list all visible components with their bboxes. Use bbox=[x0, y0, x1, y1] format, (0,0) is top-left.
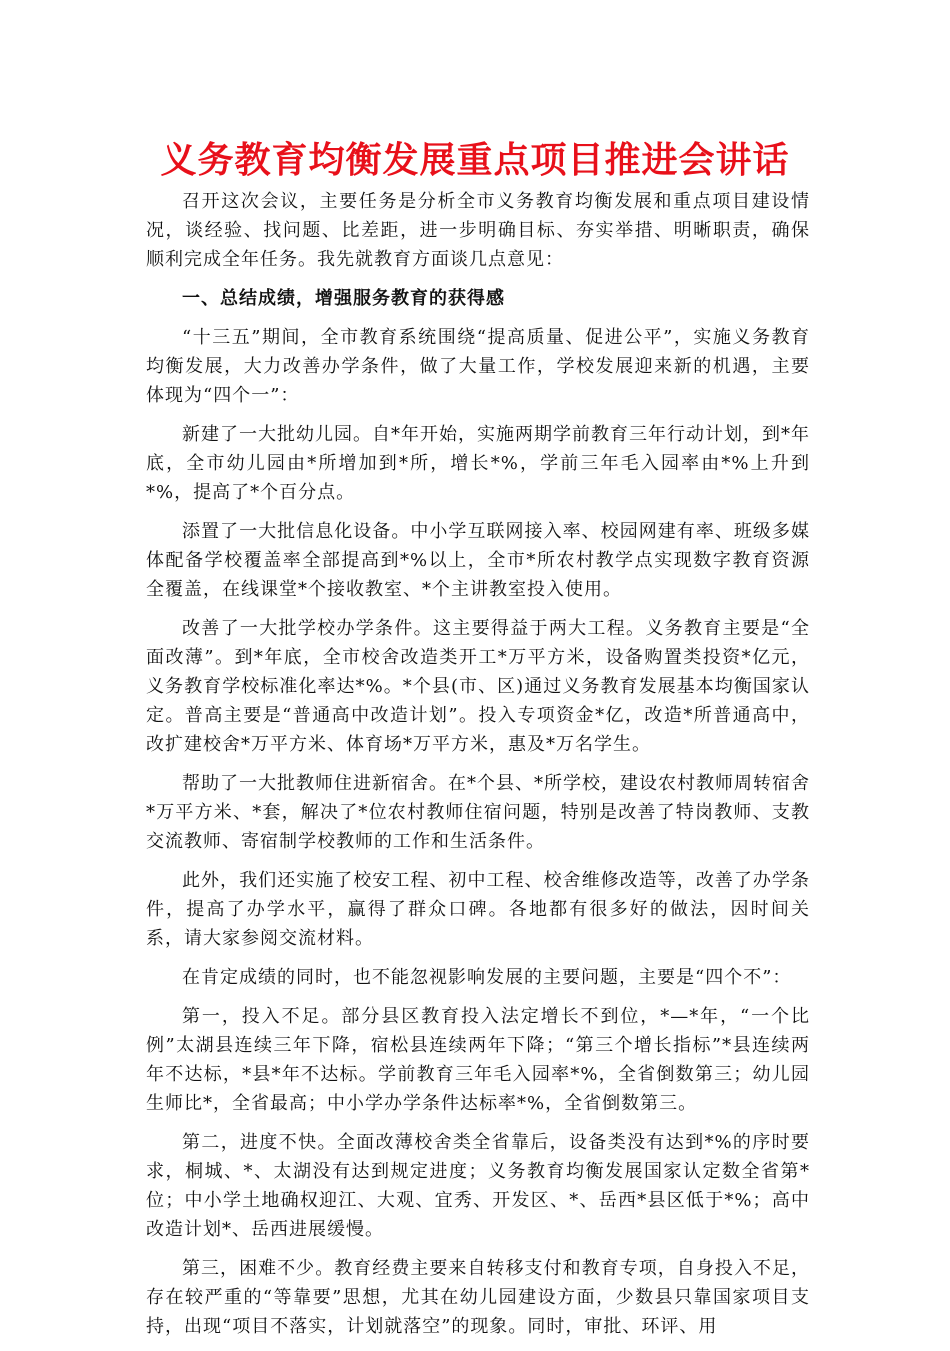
paragraph: 此外，我们还实施了校安工程、初中工程、校舍维修改造等，改善了办学条件，提高了办学水平，赢得了群众口碑。各地都有很多好的做法，因时间关系，请大家参阅交流材料。 bbox=[146, 870, 810, 949]
paragraph: 改善了一大批学校办学条件。这主要得益于两大工程。义务教育主要是“全面改薄”。到*年底，全市校舍改造类开工*万平方米，设备购置类投资*亿元，义务教育学校标准化率达*%。*个县(市、区)通过义务教育发展基本均衡国家认定。普高主要是“普通高中改造计划”。投入专项资金*亿，改造*所普通高中，改扩建校舍*万平方米、体育场*万平方米，惠及*万名学生。 bbox=[146, 618, 810, 755]
section-heading-1: 一、总结成绩，增强服务教育的获得感 bbox=[182, 288, 505, 309]
paragraph: 在肯定成绩的同时，也不能忽视影响发展的主要问题，主要是“四个不”： bbox=[182, 967, 792, 988]
document-body bbox=[146, 187, 810, 1351]
paragraph-intro: 召开这次会议，主要任务是分析全市义务教育均衡发展和重点项目建设情况，谈经验、找问题、比差距，进一步明确目标、夯实举措、明晰职责，确保顺利完成全年任务。我先就教育方面谈几点意见： bbox=[146, 191, 810, 270]
paragraph: “十三五”期间，全市教育系统围绕“提高质量、促进公平”，实施义务教育均衡发展，大力改善办学条件，做了大量工作，学校发展迎来新的机遇，主要体现为“四个一”： bbox=[146, 327, 810, 406]
paragraph: 第二，进度不快。全面改薄校舍类全省靠后，设备类没有达到*%的序时要求，桐城、*、太湖没有达到规定进度；义务教育均衡发展国家认定数全省第*位；中小学土地确权迎江、大观、宜秀、开发区、*、岳西*县区低于*%；高中改造计划*、岳西进展缓慢。 bbox=[146, 1132, 810, 1240]
paragraph: 添置了一大批信息化设备。中小学互联网接入率、校园网建有率、班级多媒体配备学校覆盖率全部提高到*%以上，全市*所农村教学点实现数字教育资源全覆盖，在线课堂*个接收教室、*个主讲教室投入使用。 bbox=[146, 521, 810, 600]
paragraph: 第一，投入不足。部分县区教育投入法定增长不到位，*—*年，“一个比例”太湖县连续三年下降，宿松县连续两年下降；“第三个增长指标”*县连续两年不达标，*县*年不达标。学前教育三年毛入园率*%，全省倒数第三；幼儿园生师比*，全省最高；中小学办学条件达标率*%，全省倒数第三。 bbox=[146, 1006, 810, 1114]
paragraph: 第三，困难不少。教育经费主要来自转移支付和教育专项，自身投入不足，存在较严重的“等靠要”思想，尤其在幼儿园建设方面，少数县只靠国家项目支持，出现“项目不落实，计划就落空”的现象。同时，审批、环评、用 bbox=[146, 1258, 810, 1337]
document-title: 义务教育均衡发展重点项目推进会讲话 bbox=[160, 139, 790, 181]
paragraph: 新建了一大批幼儿园。自*年开始，实施两期学前教育三年行动计划，到*年底，全市幼儿园由*所增加到*所，增长*%，学前三年毛入园率由*%上升到*%，提高了*个百分点。 bbox=[146, 424, 810, 503]
paragraph: 帮助了一大批教师住进新宿舍。在*个县、*所学校，建设农村教师周转宿舍*万平方米、*套，解决了*位农村教师住宿问题，特别是改善了特岗教师、支教交流教师、寄宿制学校教师的工作和生活条件。 bbox=[146, 773, 810, 852]
